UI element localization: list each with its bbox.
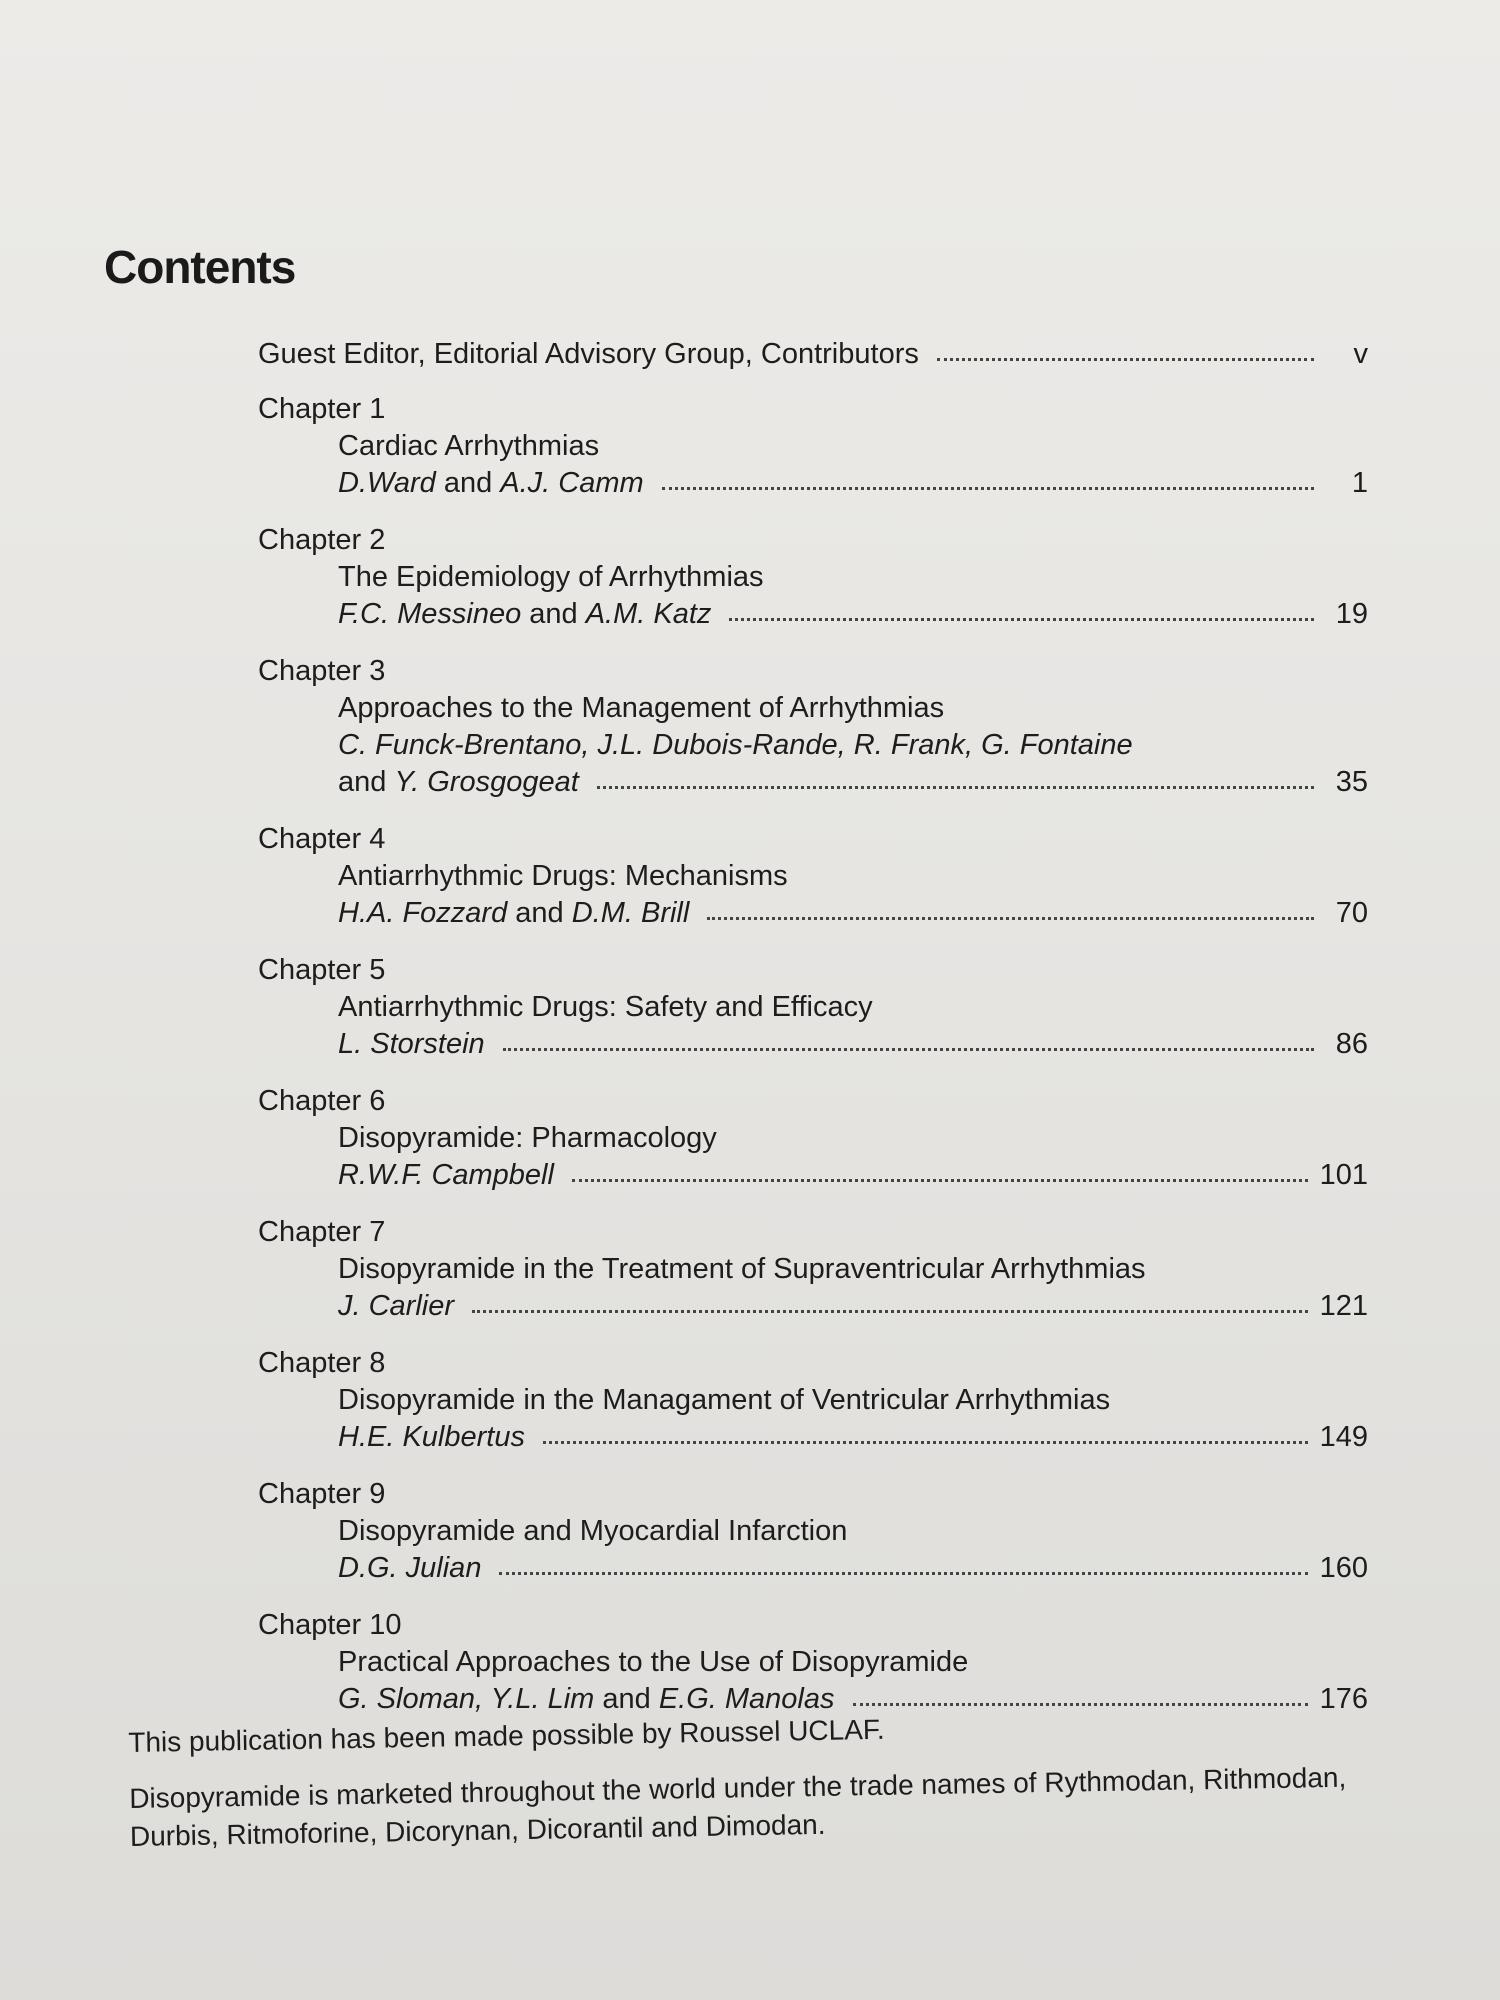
chapter-title: Disopyramide: Pharmacology <box>338 1122 717 1154</box>
page-number: 160 <box>1319 1552 1368 1584</box>
dot-leader <box>543 1440 1308 1444</box>
toc-chapter-entry <box>258 1476 1368 1587</box>
chapter-title: Cardiac Arrhythmias <box>338 430 600 462</box>
author-name: G. Sloman, Y.L. Lim <box>338 1683 595 1715</box>
author-name: D.M. Brill <box>571 897 690 929</box>
footnotes <box>128 1702 1390 1874</box>
chapter-label: Chapter 3 <box>258 655 386 687</box>
author-name: E.G. Manolas <box>658 1683 835 1715</box>
author-conjunction: and <box>521 598 586 630</box>
chapter-body <box>258 690 1368 801</box>
chapter-body <box>258 1513 1368 1587</box>
chapter-label: Chapter 10 <box>258 1609 402 1641</box>
author-line <box>338 895 1368 932</box>
page-number: 70 <box>1335 897 1368 929</box>
author-name: C. Funck-Brentano, J.L. Dubois-Rande, R. Frank, G. Fontaine <box>338 729 1133 761</box>
chapter-body <box>258 989 1368 1063</box>
dot-leader <box>662 486 1314 490</box>
page-number: 19 <box>1335 598 1368 630</box>
page-title: Contents <box>104 241 296 293</box>
author-line <box>338 1026 1368 1063</box>
page-number: 149 <box>1319 1421 1368 1453</box>
dot-leader <box>937 357 1314 361</box>
author-text <box>338 895 689 932</box>
author-line <box>338 1550 1368 1587</box>
dot-leader <box>729 617 1314 621</box>
chapter-title: The Epidemiology of Arrhythmias <box>338 561 764 593</box>
author-text <box>338 764 579 801</box>
chapter-title: Practical Approaches to the Use of Disopyramide <box>338 1646 969 1678</box>
page-number: 121 <box>1319 1290 1368 1322</box>
author-name: J. Carlier <box>338 1290 455 1322</box>
author-name: F.C. Messineo <box>338 598 522 630</box>
chapter-title: Disopyramide in the Managament of Ventricular Arrhythmias <box>338 1384 1111 1416</box>
author-name: A.M. Katz <box>585 598 712 630</box>
toc-chapter-entry <box>258 522 1368 633</box>
author-conjunction: and <box>435 467 501 499</box>
toc-chapter-entry <box>258 821 1368 932</box>
dot-leader <box>503 1047 1314 1051</box>
author-name: D.G. Julian <box>338 1552 482 1584</box>
chapter-label: Chapter 9 <box>258 1478 386 1510</box>
chapter-body <box>258 1382 1368 1456</box>
chapter-body <box>258 858 1368 932</box>
dot-leader <box>572 1178 1308 1182</box>
author-line <box>338 764 1368 801</box>
chapter-title: Antiarrhythmic Drugs: Mechanisms <box>338 860 788 892</box>
toc-chapter-entry <box>258 391 1368 502</box>
author-conjunction: and <box>338 766 395 798</box>
author-text <box>338 729 1133 761</box>
page-number: 1 <box>1351 467 1368 499</box>
chapter-label: Chapter 7 <box>258 1216 386 1248</box>
toc-chapter-entry <box>258 1345 1368 1456</box>
front-matter-text: Guest Editor, Editorial Advisory Group, Contributors <box>258 338 919 370</box>
chapter-label: Chapter 4 <box>258 823 386 855</box>
chapter-label: Chapter 1 <box>258 393 386 425</box>
dot-leader <box>707 916 1314 920</box>
chapter-title: Antiarrhythmic Drugs: Safety and Efficacy <box>338 991 873 1023</box>
author-text <box>338 465 644 502</box>
author-line <box>338 1157 1368 1194</box>
page-number: 176 <box>1319 1683 1368 1715</box>
toc-front-matter-entry <box>258 336 1368 373</box>
author-text <box>338 1550 481 1587</box>
chapter-title: Disopyramide in the Treatment of Supraventricular Arrhythmias <box>338 1253 1146 1285</box>
chapter-title: Approaches to the Management of Arrhythmias <box>338 692 945 724</box>
author-name: H.E. Kulbertus <box>338 1421 525 1453</box>
chapter-body <box>258 428 1368 502</box>
toc-chapter-entry <box>258 1214 1368 1325</box>
author-text <box>338 1288 454 1325</box>
author-line <box>338 727 1368 764</box>
sponsor-note: This publication has been made possible by Roussel UCLAF. <box>128 1713 885 1758</box>
chapter-label: Chapter 8 <box>258 1347 386 1379</box>
author-name: H.A. Fozzard <box>338 897 508 929</box>
author-text <box>338 1026 485 1063</box>
author-text <box>338 1419 525 1456</box>
table-of-contents <box>258 336 1368 1738</box>
author-name: L. Storstein <box>338 1028 485 1060</box>
chapter-label: Chapter 5 <box>258 954 386 986</box>
author-conjunction: and <box>507 897 572 929</box>
toc-chapter-entry <box>258 1083 1368 1194</box>
author-name: A.J. Camm <box>500 467 644 499</box>
toc-chapter-entry <box>258 952 1368 1063</box>
chapter-body <box>258 1251 1368 1325</box>
dot-leader <box>597 785 1314 789</box>
toc-chapter-entry <box>258 653 1368 801</box>
author-name: D.Ward <box>338 467 436 499</box>
author-text <box>338 596 711 633</box>
author-name: Y. Grosgogeat <box>394 766 579 798</box>
chapter-label: Chapter 2 <box>258 524 386 556</box>
author-conjunction: and <box>594 1683 659 1715</box>
dot-leader <box>499 1571 1307 1575</box>
page-number: v <box>1353 338 1368 370</box>
chapter-body <box>258 559 1368 633</box>
author-text <box>338 1157 554 1194</box>
chapter-list <box>258 391 1368 1718</box>
chapter-body <box>258 1120 1368 1194</box>
page-number: 101 <box>1319 1159 1368 1191</box>
author-name: R.W.F. Campbell <box>338 1159 554 1191</box>
dot-leader <box>472 1309 1308 1313</box>
author-line <box>338 465 1368 502</box>
chapter-label: Chapter 6 <box>258 1085 386 1117</box>
author-line <box>338 1419 1368 1456</box>
author-line <box>338 596 1368 633</box>
toc-chapter-entry <box>258 1607 1368 1718</box>
trade-names-note: Disopyramide is marketed throughout the world under the trade names of Rythmodan, Rithmodan, Durbis, Ritmoforine, Dicorynan, Dicorantil and Dimodan. <box>129 1761 1347 1852</box>
chapter-title: Disopyramide and Myocardial Infarction <box>338 1515 848 1547</box>
page-number: 35 <box>1335 766 1368 798</box>
author-line <box>338 1288 1368 1325</box>
page-number: 86 <box>1335 1028 1368 1060</box>
